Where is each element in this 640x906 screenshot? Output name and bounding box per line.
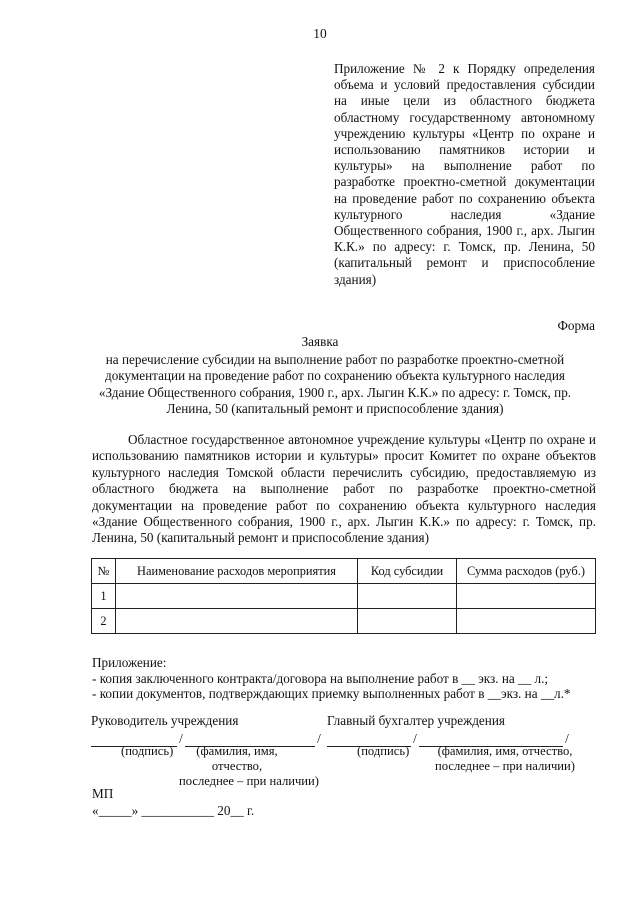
caption-line: (фамилия, имя, отчество,	[437, 744, 573, 758]
stamp-label: МП	[92, 786, 114, 801]
caption-line: отчество,	[211, 759, 263, 773]
expenses-table	[91, 558, 596, 634]
row-expense-sum	[457, 584, 596, 609]
row-expense-name	[116, 584, 358, 609]
document-subject: на перечисление субсидии на выполнение работ по разработке проектно-сметной документации на проведение работ по сохранению объекта культурного наследия «Здание Общественного собрания, 1900 г., арх. Лыгин К.К.» по адресу: г. Томск, пр. Ленина, 50 (капитальный ремонт и приспособление здания)	[98, 352, 572, 416]
director-signature	[91, 713, 323, 747]
appendix-reference: Приложение № 2 к Порядку определения объема и условий предоставления субсидии на иные цели из областного бюджета областному государственному автономному учреждению культуры «Центр по охране и использованию памятников истории и культуры» на выполнение работ по разработке проектно-сметной документации на проведение работ по сохранению объекта культурного наследия «Здание Общественного собрания, 1900 г., арх. Лыгин К.К.» по адресу: г. Томск, пр. Ленина, 50 (капитальный ремонт и приспособление здания)	[334, 61, 595, 287]
separator-slash: /	[565, 731, 569, 746]
header-subsidy-code: Код субсидии	[358, 559, 457, 584]
form-label: Форма	[557, 318, 595, 333]
row-number: 1	[92, 584, 116, 609]
director-name-caption-tail: последнее – при наличии)	[179, 774, 319, 788]
accountant-title: Главный бухгалтер учреждения	[327, 713, 505, 728]
director-sign-caption: (подпись)	[121, 744, 174, 758]
document-title: Заявка	[301, 334, 339, 349]
accountant-sign-caption: (подпись)	[357, 744, 410, 758]
header-number: №	[92, 559, 116, 584]
row-subsidy-code	[358, 584, 457, 609]
attachment-item: - копия заключенного контракта/договора на выполнение работ в __ экз. на __ л.;	[92, 670, 549, 686]
date-line: «_____» ___________ 20__ г.	[92, 803, 255, 818]
separator-slash: /	[179, 731, 183, 746]
row-expense-name	[116, 609, 358, 634]
separator-slash: /	[413, 731, 417, 746]
header-expense-name: Наименование расходов мероприятия	[116, 559, 358, 584]
separator-slash: /	[317, 731, 321, 746]
caption-line: (фамилия, имя,	[196, 744, 278, 758]
attachments-label: Приложение:	[92, 655, 167, 670]
row-subsidy-code	[358, 609, 457, 634]
table-header-row	[92, 559, 596, 584]
accountant-name-caption	[425, 744, 585, 774]
page-number: 10	[313, 26, 327, 41]
row-number: 2	[92, 609, 116, 634]
table-row	[92, 584, 596, 609]
header-expense-sum: Сумма расходов (руб.)	[457, 559, 596, 584]
request-body: Областное государственное автономное учреждение культуры «Центр по охране и использованию памятников истории и культуры» просит Комитет по охране объектов культурного наследия Томской области перечислить субсидию, предоставляемую из областного бюджета на выполнение работ по разработке проектно-сметной документации на проведение работ по сохранению объекта культурного наследия «Здание Общественного собрания, 1900 г., арх. Лыгин К.К.» по адресу: г. Томск, пр. Ленина, 50 (капитальный ремонт и приспособление здания)	[92, 432, 596, 546]
director-title: Руководитель учреждения	[91, 713, 239, 728]
accountant-signature	[327, 713, 571, 747]
caption-line: последнее – при наличии)	[435, 759, 575, 773]
row-expense-sum	[457, 609, 596, 634]
attachment-item: - копии документов, подтверждающих приемку выполненных работ в __экз. на __л.*	[92, 686, 571, 701]
attachments-block	[92, 655, 612, 702]
table-row	[92, 609, 596, 634]
director-name-caption	[187, 744, 287, 774]
